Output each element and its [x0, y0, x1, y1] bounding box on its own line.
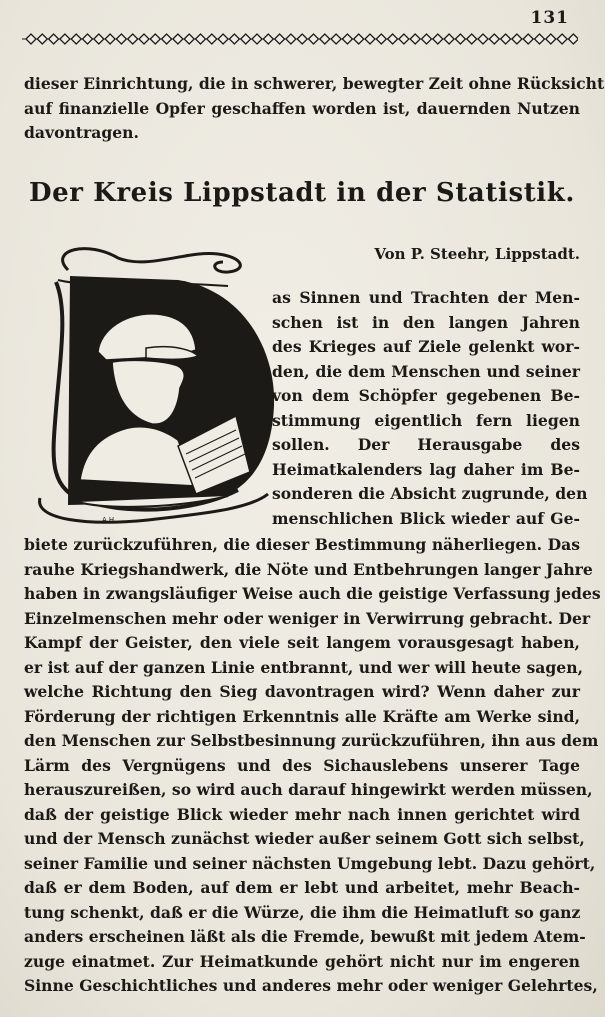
ornament-diamond [229, 34, 239, 44]
text-line: daß er dem Boden, auf dem er lebt und arbeitet, mehr Beach- [24, 878, 580, 897]
text-line: auf finanzielle Opfer geschaffen worden ist, dauernden Nutzen [24, 98, 580, 118]
ornament-diamond [309, 34, 319, 44]
ornament-diamond [557, 34, 567, 44]
ornament-diamond [422, 34, 432, 44]
ornament-diamond [399, 34, 409, 44]
ornament-diamond [105, 34, 115, 44]
text-line: und der Mensch zunächst wieder außer seinem Gott sich selbst, [24, 829, 585, 848]
ornament-diamond [286, 34, 296, 44]
ornament-diamond [342, 34, 352, 44]
ornament-diamond [128, 34, 138, 44]
ornament-diamond [444, 34, 454, 44]
ornament-diamond [252, 34, 262, 44]
ornament-diamond [297, 34, 307, 44]
ornament-diamond [568, 34, 578, 44]
ornament-diamond [49, 34, 59, 44]
ornament-diamond [467, 34, 477, 44]
page-number: 131 [530, 8, 569, 28]
ornament-diamond [501, 34, 511, 44]
ornament-diamond [331, 34, 341, 44]
article-title: Der Kreis Lippstadt in der Statistik. [28, 178, 576, 208]
ornament-diamond [150, 34, 160, 44]
text-line: rauhe Kriegshandwerk, die Nöte und Entbehrungen langer Jahre [24, 559, 593, 579]
ornament-diamond [535, 34, 545, 44]
article-byline: Von P. Steehr, Lippstadt. [374, 245, 580, 263]
ornament-diamond [37, 34, 47, 44]
ornament-diamond [94, 34, 104, 44]
ornament-diamond [489, 34, 499, 44]
text-line: haben in zwangsläufiger Weise auch die geistige Verfassung jedes [24, 584, 601, 603]
ornament-diamond [478, 34, 488, 44]
text-line: anders erscheinen läßt als die Fremde, bewußt mit jedem Atem- [24, 927, 586, 946]
ornament-diamond [71, 34, 81, 44]
ornament-diamond [433, 34, 443, 44]
ornament-diamond [365, 34, 375, 44]
ornament-diamond [320, 34, 330, 44]
text-line: er ist auf der ganzen Linie entbrannt, und wer will heute sagen, [24, 657, 583, 677]
text-line: des Krieges auf Ziele gelenkt wor- [272, 337, 580, 356]
text-line: Heimatkalenders lag daher im Be- [272, 459, 580, 479]
ornament-diamond [139, 34, 149, 44]
text-line: seiner Familie und seiner nächsten Umgebung lebt. Dazu gehört, [24, 853, 596, 873]
wrapped-paragraph-start [272, 286, 588, 531]
ornament-diamond [173, 34, 183, 44]
ornament-diamond [207, 34, 217, 44]
ornament-diamond [263, 34, 273, 44]
text-line: as Sinnen und Trachten der Men- [272, 288, 580, 307]
text-line: herauszureißen, so wird auch darauf hingewirkt werden müssen, [24, 780, 593, 799]
intro-paragraph [24, 72, 605, 146]
ornament-diamond [26, 34, 36, 44]
ornament-diamond [523, 34, 533, 44]
ornament-diamond [60, 34, 70, 44]
text-line: welche Richtung den Sieg davontragen wird? Wenn daher zur [24, 682, 580, 701]
text-line: den Menschen zur Selbstbesinnung zurückzuführen, ihn aus dem [24, 731, 599, 750]
text-line: Kampf der Geister, den viele seit langem vorausgesagt haben, [24, 633, 580, 652]
text-line: sollen. Der Herausgabe des [272, 435, 580, 454]
ornament-diamond [376, 34, 386, 44]
ornament-diamond [241, 34, 251, 44]
text-line: dieser Einrichtung, die in schwerer, bewegter Zeit ohne Rücksicht [24, 74, 605, 93]
text-line: Sinne Geschichtliches und anderes mehr oder weniger Gelehrtes, [24, 976, 598, 995]
ornament-diamond [410, 34, 420, 44]
text-line: menschlichen Blick wieder auf Ge- [272, 508, 580, 528]
text-line: schen ist in den langen Jahren [272, 312, 580, 332]
ornament-diamond [218, 34, 228, 44]
illustration-monogram: A.H. [102, 516, 117, 524]
text-line: Einzelmenschen mehr oder weniger in Verwirrung gebracht. Der [24, 608, 591, 628]
text-line: davontragen. [24, 123, 139, 142]
ornamental-rule [22, 32, 578, 46]
ornament-diamond [275, 34, 285, 44]
body-paragraph [24, 533, 601, 999]
ornament-diamond [388, 34, 398, 44]
ornament-diamond [116, 34, 126, 44]
ornament-diamond [546, 34, 556, 44]
ornament-diamond [184, 34, 194, 44]
text-line: tung schenkt, daß er die Würze, die ihm die Heimatluft so ganz [24, 902, 581, 922]
text-line: stimmung eigentlich fern liegen [272, 410, 580, 430]
text-line: Lärm des Vergnügens und des Sichauslebens unserer Tage [24, 755, 580, 775]
text-line: von dem Schöpfer gegebenen Be- [272, 386, 580, 405]
text-line: daß der geistige Blick wieder mehr nach innen gerichtet wird [24, 804, 580, 824]
text-line: Förderung der richtigen Erkenntnis alle Kräfte am Werke sind, [24, 706, 580, 726]
ornament-diamond [354, 34, 364, 44]
text-line: sonderen die Absicht zugrunde, den [272, 484, 588, 503]
ornament-diamond [512, 34, 522, 44]
drop-cap-illustration [28, 240, 286, 530]
ornament-diamond [455, 34, 465, 44]
text-line: den, die dem Menschen und seiner [272, 361, 580, 381]
text-line: biete zurückzuführen, die dieser Bestimmung näherliegen. Das [24, 535, 580, 554]
ornament-diamond [83, 34, 93, 44]
ornament-diamond [162, 34, 172, 44]
ornament-diamond [196, 34, 206, 44]
text-line: zuge einatmet. Zur Heimatkunde gehört nicht nur im engeren [24, 951, 580, 971]
